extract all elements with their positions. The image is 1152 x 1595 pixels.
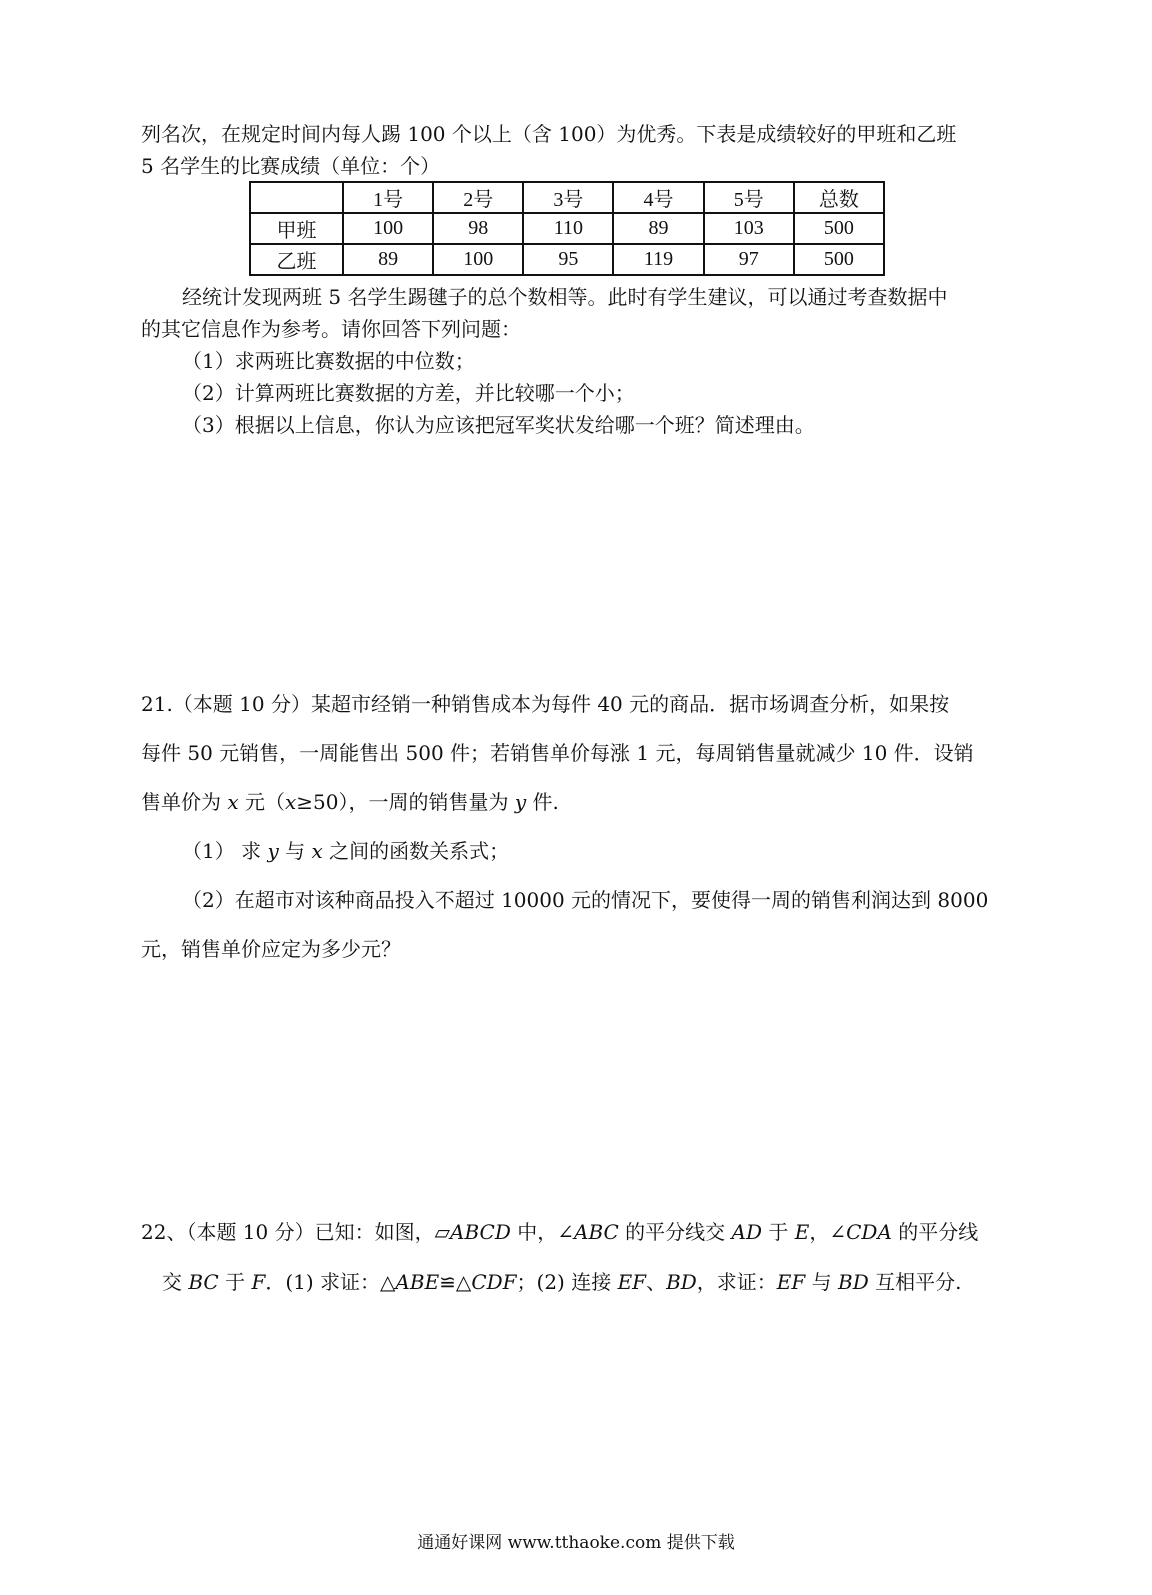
q20-subquestion-3: （3）根据以上信息，你认为应该把冠军奖状发给哪一个班？简述理由。 (182, 413, 815, 437)
table-cell: 97 (704, 244, 794, 275)
math: AD (731, 1220, 763, 1244)
table-cell: 5号 (704, 182, 794, 213)
text: 于 (762, 1220, 795, 1244)
text: 元（ (238, 790, 285, 814)
q21-subquestion-1 (182, 839, 509, 863)
variable-y: y (267, 839, 279, 863)
math: CDF (471, 1270, 517, 1294)
table-cell: 500 (794, 213, 884, 244)
q20-after-line-1: 经统计发现两班 5 名学生踢毽子的总个数相等。此时有学生建议，可以通过考查数据中 (182, 285, 948, 309)
text: 中，∠ (510, 1220, 574, 1244)
table-cell: 乙班 (250, 244, 343, 275)
text: 与 (278, 839, 312, 863)
table-cell: 2号 (433, 182, 523, 213)
table-cell: 3号 (523, 182, 613, 213)
text: 与 (805, 1270, 838, 1294)
table-header-row (250, 182, 884, 213)
text: 的平分线交 (618, 1220, 732, 1244)
math: EF (776, 1270, 806, 1294)
text: 22、（本题 10 分）已知：如图， (141, 1220, 435, 1244)
variable-x: x (311, 839, 323, 863)
table-cell: 100 (433, 244, 523, 275)
text: ，求证： (696, 1270, 777, 1294)
table-cell: 98 (433, 213, 523, 244)
text: ≌△ (439, 1270, 472, 1294)
text: ；(2) 连接 (516, 1270, 618, 1294)
score-table (249, 181, 885, 276)
table-cell: 103 (704, 213, 794, 244)
table-cell: 1号 (343, 182, 433, 213)
math: CDA (846, 1220, 892, 1244)
text: 互相平分. (868, 1270, 962, 1294)
q22-text-line-1 (141, 1220, 978, 1244)
table-cell: 100 (343, 213, 433, 244)
text: 交 (162, 1270, 189, 1294)
table-cell: 500 (794, 244, 884, 275)
table-cell: 119 (613, 244, 703, 275)
q22-text-line-2 (162, 1270, 961, 1294)
text: ．(1) 求证：△ (265, 1270, 396, 1294)
text: 件. (526, 790, 559, 814)
q21-text-line-1: 21.（本题 10 分）某超市经销一种销售成本为每件 40 元的商品．据市场调查分析，如果按 (141, 692, 950, 716)
table-row (250, 213, 884, 244)
math: EF (617, 1270, 647, 1294)
text: 、 (646, 1270, 667, 1294)
q21-subquestion-2-line-2: 元，销售单价应定为多少元？ (141, 937, 401, 961)
q20-after-line-2: 的其它信息作为参考。请你回答下列问题： (141, 317, 521, 341)
q20-subquestion-2: （2）计算两班比赛数据的方差，并比较哪一个小； (182, 381, 635, 405)
text: （1） 求 (182, 839, 268, 863)
q21-subquestion-2-line-1: （2）在超市对该种商品投入不超过 10000 元的情况下，要使得一周的销售利润达到 8000 (182, 888, 989, 912)
math: ABCD (450, 1220, 511, 1244)
q21-text-line-2: 每件 50 元销售，一周能售出 500 件；若销售单价每涨 1 元，每周销售量就减少 10 件．设销 (141, 741, 974, 765)
text: 之间的函数关系式； (322, 839, 510, 863)
table-row (250, 244, 884, 275)
math: ABE (395, 1270, 440, 1294)
math: F (251, 1270, 266, 1294)
text: 于 (218, 1270, 252, 1294)
variable-y: y (514, 790, 527, 814)
variable-x: x (285, 790, 297, 814)
q21-text-line-3 (141, 790, 559, 814)
math: BC (188, 1270, 219, 1294)
page-footer: 通通好课网 www.tthaoke.com 提供下载 (417, 1533, 735, 1553)
table-cell: 110 (523, 213, 613, 244)
table-cell: 4号 (613, 182, 703, 213)
text: ≥50），一周的销售量为 (296, 790, 515, 814)
text: 售单价为 (141, 790, 228, 814)
table-cell: 甲班 (250, 213, 343, 244)
math: ABC (574, 1220, 619, 1244)
q20-text-line-1: 列名次，在规定时间内每人踢 100 个以上（含 100）为优秀。下表是成绩较好的甲班和乙班 (141, 122, 957, 146)
text: ，∠ (809, 1220, 847, 1244)
table-cell: 95 (523, 244, 613, 275)
variable-x: x (227, 790, 239, 814)
table-cell: 89 (613, 213, 703, 244)
q20-text-line-2: 5 名学生的比赛成绩（单位：个） (141, 154, 441, 178)
math: E (794, 1220, 810, 1244)
math: BD (666, 1270, 697, 1294)
parallelogram-icon: ▱ (434, 1220, 451, 1244)
table-cell: 总数 (794, 182, 884, 213)
math: BD (838, 1270, 869, 1294)
table-cell: 89 (343, 244, 433, 275)
q20-subquestion-1: （1）求两班比赛数据的中位数； (182, 349, 475, 373)
text: 的平分线 (891, 1220, 979, 1244)
table-cell (250, 182, 343, 213)
